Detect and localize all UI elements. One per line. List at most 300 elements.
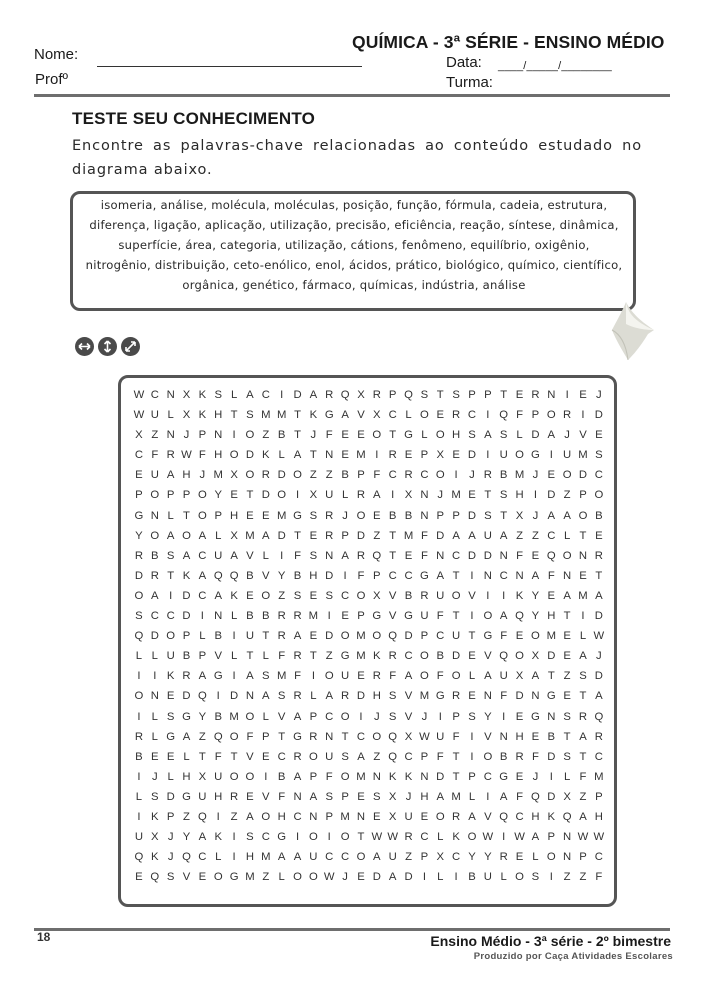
grid-letter[interactable]: P	[420, 851, 429, 864]
grid-letter[interactable]: O	[483, 610, 493, 623]
grid-letter[interactable]: N	[325, 730, 334, 743]
grid-letter[interactable]: S	[214, 389, 222, 401]
grid-letter[interactable]: O	[435, 469, 445, 482]
grid-letter[interactable]: A	[246, 389, 254, 401]
grid-letter[interactable]: M	[594, 770, 604, 783]
grid-letter[interactable]: V	[277, 710, 286, 723]
grid-letter[interactable]: F	[516, 790, 523, 803]
grid-letter[interactable]: T	[452, 770, 460, 783]
grid-letter[interactable]: K	[547, 810, 556, 823]
grid-letter[interactable]: K	[198, 409, 207, 422]
grid-letter[interactable]: N	[515, 569, 524, 582]
grid-letter[interactable]: O	[356, 851, 366, 864]
grid-letter[interactable]: A	[293, 630, 302, 643]
grid-letter[interactable]: E	[262, 509, 270, 522]
grid-letter[interactable]: S	[135, 610, 143, 623]
grid-letter[interactable]: R	[293, 650, 302, 663]
grid-letter[interactable]: A	[277, 851, 286, 864]
grid-letter[interactable]: N	[245, 690, 255, 703]
grid-letter[interactable]: Y	[214, 489, 222, 502]
grid-letter[interactable]: L	[151, 650, 158, 663]
grid-letter[interactable]: P	[166, 810, 175, 823]
grid-letter[interactable]: N	[150, 509, 159, 522]
grid-letter[interactable]: K	[182, 569, 191, 582]
grid-letter[interactable]: D	[277, 469, 286, 482]
grid-letter[interactable]: N	[483, 690, 492, 703]
grid-letter[interactable]: P	[452, 509, 460, 522]
grid-letter[interactable]: Q	[134, 851, 144, 864]
grid-letter[interactable]: T	[278, 730, 286, 743]
grid-letter[interactable]: I	[216, 690, 220, 703]
grid-letter[interactable]: L	[421, 429, 428, 442]
grid-letter[interactable]: I	[391, 489, 395, 502]
grid-letter[interactable]: Q	[404, 389, 413, 401]
grid-letter[interactable]: L	[135, 650, 143, 663]
grid-letter[interactable]: L	[516, 429, 523, 442]
grid-letter[interactable]: K	[151, 851, 159, 864]
grid-letter[interactable]: G	[166, 730, 176, 743]
grid-letter[interactable]: P	[420, 449, 429, 462]
grid-letter[interactable]: S	[499, 489, 508, 502]
grid-letter[interactable]: R	[499, 851, 508, 864]
grid-letter[interactable]: A	[595, 690, 603, 703]
grid-letter[interactable]: O	[515, 650, 524, 663]
grid-letter[interactable]: K	[404, 770, 413, 783]
grid-letter[interactable]: A	[436, 790, 445, 803]
grid-letter[interactable]: R	[483, 469, 492, 482]
grid-letter[interactable]: D	[134, 569, 144, 582]
grid-letter[interactable]: J	[469, 469, 475, 482]
grid-letter[interactable]: B	[547, 730, 556, 743]
grid-letter[interactable]: A	[341, 409, 349, 422]
grid-letter[interactable]: I	[137, 810, 141, 823]
grid-letter[interactable]: A	[547, 509, 556, 522]
grid-letter[interactable]: D	[547, 650, 556, 663]
grid-letter[interactable]: R	[182, 670, 191, 683]
grid-letter[interactable]: U	[245, 630, 255, 643]
grid-letter[interactable]: S	[325, 589, 334, 602]
grid-letter[interactable]: C	[293, 810, 302, 823]
grid-letter[interactable]: E	[531, 730, 540, 743]
grid-letter[interactable]: L	[405, 409, 412, 422]
grid-letter[interactable]: Q	[213, 569, 223, 582]
grid-letter[interactable]: T	[389, 549, 397, 562]
grid-letter[interactable]: F	[516, 549, 523, 562]
grid-letter[interactable]: M	[261, 409, 271, 422]
grid-letter[interactable]: R	[277, 630, 286, 643]
grid-letter[interactable]: L	[167, 409, 174, 422]
grid-letter[interactable]: F	[436, 610, 444, 623]
grid-letter[interactable]: C	[388, 569, 397, 582]
grid-letter[interactable]: L	[199, 630, 206, 643]
grid-letter[interactable]: R	[325, 389, 334, 401]
grid-letter[interactable]: P	[325, 810, 334, 823]
grid-letter[interactable]: E	[341, 610, 349, 623]
grid-letter[interactable]: N	[166, 429, 175, 442]
grid-letter[interactable]: A	[436, 569, 445, 582]
grid-letter[interactable]: T	[389, 429, 397, 442]
grid-letter[interactable]: M	[451, 790, 461, 803]
grid-letter[interactable]: X	[135, 429, 143, 442]
grid-letter[interactable]: E	[595, 529, 603, 542]
grid-letter[interactable]: O	[435, 810, 445, 823]
grid-letter[interactable]: A	[388, 871, 397, 884]
grid-letter[interactable]: R	[134, 730, 144, 743]
grid-letter[interactable]: M	[546, 630, 556, 643]
grid-letter[interactable]: X	[388, 790, 397, 803]
grid-letter[interactable]: E	[373, 810, 381, 823]
grid-letter[interactable]: E	[198, 871, 207, 884]
grid-letter[interactable]: N	[420, 509, 429, 522]
grid-letter[interactable]: P	[547, 831, 556, 844]
grid-letter[interactable]: N	[531, 690, 540, 703]
grid-letter[interactable]: A	[293, 851, 302, 864]
grid-letter[interactable]: R	[594, 549, 603, 562]
grid-letter[interactable]: H	[515, 730, 524, 743]
grid-letter[interactable]: C	[341, 589, 350, 602]
grid-letter[interactable]: R	[578, 710, 588, 723]
grid-letter[interactable]: J	[421, 710, 428, 723]
grid-letter[interactable]: M	[229, 710, 239, 723]
grid-letter[interactable]: B	[341, 469, 349, 482]
grid-letter[interactable]: R	[388, 650, 397, 663]
grid-letter[interactable]: H	[547, 610, 556, 623]
grid-letter[interactable]: S	[246, 831, 254, 844]
grid-letter[interactable]: O	[166, 630, 176, 643]
grid-letter[interactable]: N	[420, 770, 429, 783]
grid-letter[interactable]: P	[420, 630, 429, 643]
grid-letter[interactable]: U	[499, 670, 508, 683]
grid-letter[interactable]: I	[486, 449, 490, 462]
grid-letter[interactable]: J	[532, 509, 539, 522]
grid-letter[interactable]: Q	[372, 549, 382, 562]
grid-letter[interactable]: O	[531, 630, 540, 643]
grid-letter[interactable]: C	[325, 710, 334, 723]
grid-letter[interactable]: E	[341, 449, 349, 462]
grid-letter[interactable]: R	[325, 509, 334, 522]
grid-letter[interactable]: B	[151, 549, 159, 562]
grid-letter[interactable]: R	[515, 750, 524, 763]
grid-letter[interactable]: Q	[388, 730, 398, 743]
grid-letter[interactable]: U	[483, 529, 492, 542]
grid-letter[interactable]: M	[356, 630, 366, 643]
grid-letter[interactable]: E	[468, 489, 476, 502]
grid-letter[interactable]: X	[531, 650, 540, 663]
grid-letter[interactable]: M	[276, 409, 287, 422]
grid-letter[interactable]: R	[150, 569, 159, 582]
grid-letter[interactable]: N	[372, 770, 381, 783]
grid-letter[interactable]: O	[261, 589, 271, 602]
nome-field[interactable]	[97, 66, 362, 67]
grid-letter[interactable]: W	[577, 831, 589, 844]
grid-letter[interactable]: K	[309, 409, 318, 422]
grid-letter[interactable]: A	[499, 529, 508, 542]
grid-letter[interactable]: Q	[388, 750, 398, 763]
grid-letter[interactable]: I	[438, 710, 442, 723]
grid-letter[interactable]: M	[419, 690, 430, 703]
grid-letter[interactable]: E	[531, 549, 540, 562]
grid-letter[interactable]: S	[388, 710, 397, 723]
grid-letter[interactable]: G	[182, 710, 191, 723]
grid-letter[interactable]: C	[420, 469, 429, 482]
grid-letter[interactable]: L	[437, 871, 444, 884]
grid-letter[interactable]: J	[151, 770, 158, 783]
grid-letter[interactable]: Y	[135, 529, 143, 542]
grid-letter[interactable]: D	[594, 670, 603, 683]
grid-letter[interactable]: D	[436, 529, 445, 542]
grid-letter[interactable]: S	[293, 589, 302, 602]
grid-letter[interactable]: S	[166, 549, 175, 562]
grid-letter[interactable]: V	[484, 730, 492, 743]
grid-letter[interactable]: T	[309, 449, 317, 462]
grid-letter[interactable]: Q	[499, 810, 509, 823]
grid-letter[interactable]: R	[309, 730, 318, 743]
grid-letter[interactable]: T	[230, 409, 238, 422]
grid-letter[interactable]: Z	[516, 529, 523, 542]
grid-letter[interactable]: Z	[198, 730, 206, 743]
grid-letter[interactable]: O	[515, 871, 524, 884]
grid-letter[interactable]: Z	[373, 529, 381, 542]
grid-letter[interactable]: Z	[563, 489, 571, 502]
grid-letter[interactable]: O	[308, 831, 318, 844]
grid-letter[interactable]: A	[198, 529, 207, 542]
grid-letter[interactable]: L	[230, 650, 238, 663]
grid-letter[interactable]: A	[293, 710, 302, 723]
grid-letter[interactable]: I	[232, 831, 236, 844]
grid-letter[interactable]: U	[420, 610, 429, 623]
grid-letter[interactable]: F	[500, 690, 508, 703]
grid-letter[interactable]: R	[134, 549, 144, 562]
grid-letter[interactable]: G	[499, 770, 509, 783]
grid-letter[interactable]: V	[262, 569, 270, 582]
grid-letter[interactable]: U	[563, 449, 572, 462]
grid-letter[interactable]: O	[308, 750, 318, 763]
grid-letter[interactable]: Q	[594, 710, 604, 723]
grid-letter[interactable]: G	[483, 630, 493, 643]
grid-letter[interactable]: X	[404, 730, 413, 743]
grid-letter[interactable]: E	[151, 750, 159, 763]
grid-letter[interactable]: R	[563, 409, 572, 422]
grid-letter[interactable]: N	[293, 790, 302, 803]
grid-letter[interactable]: E	[563, 630, 571, 643]
grid-letter[interactable]: K	[198, 389, 207, 401]
grid-letter[interactable]: L	[215, 529, 222, 542]
grid-letter[interactable]: K	[373, 650, 381, 663]
grid-letter[interactable]: A	[468, 810, 476, 823]
grid-letter[interactable]: V	[357, 409, 365, 422]
grid-letter[interactable]: P	[198, 650, 207, 663]
grid-letter[interactable]: A	[309, 389, 318, 401]
grid-letter[interactable]: J	[405, 790, 412, 803]
grid-letter[interactable]: B	[468, 871, 476, 884]
grid-letter[interactable]: E	[515, 630, 524, 643]
grid-letter[interactable]: S	[420, 389, 429, 401]
grid-letter[interactable]: O	[293, 469, 302, 482]
grid-letter[interactable]: T	[500, 389, 508, 401]
grid-letter[interactable]: O	[372, 630, 382, 643]
grid-letter[interactable]: I	[295, 831, 300, 844]
grid-letter[interactable]: N	[563, 851, 572, 864]
grid-letter[interactable]: F	[214, 750, 222, 763]
grid-letter[interactable]: F	[436, 750, 444, 763]
grid-letter[interactable]: P	[341, 790, 349, 803]
grid-letter[interactable]: H	[182, 770, 191, 783]
grid-letter[interactable]: E	[357, 871, 365, 884]
grid-letter[interactable]: P	[135, 489, 143, 502]
grid-letter[interactable]: X	[182, 389, 191, 401]
grid-letter[interactable]: F	[595, 871, 603, 884]
grid-letter[interactable]: O	[515, 449, 524, 462]
grid-letter[interactable]: R	[293, 690, 302, 703]
grid-letter[interactable]: P	[166, 489, 175, 502]
grid-letter[interactable]: R	[420, 589, 429, 602]
grid-letter[interactable]: Q	[134, 630, 144, 643]
grid-letter[interactable]: O	[229, 449, 239, 462]
grid-letter[interactable]: U	[150, 409, 159, 422]
grid-letter[interactable]: F	[436, 670, 444, 683]
grid-letter[interactable]: D	[245, 449, 255, 462]
grid-letter[interactable]: M	[451, 489, 461, 502]
grid-letter[interactable]: S	[166, 710, 175, 723]
grid-letter[interactable]: P	[357, 610, 365, 623]
grid-letter[interactable]: T	[579, 750, 587, 763]
grid-letter[interactable]: Q	[182, 851, 191, 864]
grid-letter[interactable]: C	[150, 610, 159, 623]
grid-letter[interactable]: S	[468, 429, 476, 442]
grid-letter[interactable]: W	[371, 831, 383, 844]
grid-letter[interactable]: Z	[230, 810, 238, 823]
grid-letter[interactable]: I	[200, 610, 204, 623]
grid-letter[interactable]: A	[309, 790, 318, 803]
grid-letter[interactable]: F	[420, 549, 428, 562]
grid-letter[interactable]: D	[594, 610, 603, 623]
grid-letter[interactable]: S	[484, 509, 492, 522]
grid-letter[interactable]: U	[309, 851, 318, 864]
grid-letter[interactable]: F	[357, 569, 365, 582]
grid-letter[interactable]: A	[484, 670, 492, 683]
grid-letter[interactable]: A	[151, 589, 159, 602]
grid-letter[interactable]: D	[230, 690, 239, 703]
grid-letter[interactable]: S	[166, 871, 175, 884]
grid-letter[interactable]: F	[246, 730, 254, 743]
grid-letter[interactable]: L	[532, 851, 539, 864]
grid-letter[interactable]: S	[563, 750, 571, 763]
grid-letter[interactable]: D	[261, 489, 270, 502]
grid-letter[interactable]: A	[230, 549, 238, 562]
grid-letter[interactable]: C	[356, 730, 366, 743]
grid-letter[interactable]: C	[341, 851, 350, 864]
grid-letter[interactable]: S	[563, 710, 571, 723]
grid-letter[interactable]: V	[404, 690, 413, 703]
grid-letter[interactable]: Z	[309, 469, 317, 482]
grid-letter[interactable]: G	[277, 831, 287, 844]
grid-letter[interactable]: D	[436, 770, 445, 783]
grid-letter[interactable]: E	[563, 650, 571, 663]
grid-letter[interactable]: E	[436, 409, 445, 422]
grid-letter[interactable]: Z	[373, 750, 381, 763]
grid-letter[interactable]: C	[420, 831, 429, 844]
grid-letter[interactable]: M	[403, 529, 414, 542]
grid-letter[interactable]: E	[246, 790, 254, 803]
grid-letter[interactable]: J	[437, 489, 444, 502]
grid-letter[interactable]: J	[596, 389, 602, 401]
grid-letter[interactable]: G	[531, 710, 540, 723]
grid-letter[interactable]: J	[310, 429, 317, 442]
grid-letter[interactable]: Q	[499, 409, 509, 422]
grid-letter[interactable]: P	[373, 569, 381, 582]
grid-letter[interactable]: C	[277, 750, 286, 763]
grid-letter[interactable]: P	[531, 409, 540, 422]
grid-letter[interactable]: A	[246, 810, 254, 823]
grid-letter[interactable]: Z	[531, 529, 539, 542]
grid-letter[interactable]: U	[341, 670, 350, 683]
grid-letter[interactable]: M	[245, 871, 255, 884]
grid-letter[interactable]: E	[246, 509, 254, 522]
grid-letter[interactable]: A	[166, 529, 175, 542]
grid-letter[interactable]: O	[245, 469, 255, 482]
grid-letter[interactable]: T	[246, 650, 254, 663]
grid-letter[interactable]: H	[214, 409, 223, 422]
grid-letter[interactable]: G	[546, 690, 556, 703]
grid-letter[interactable]: I	[470, 569, 474, 582]
grid-letter[interactable]: D	[277, 529, 286, 542]
grid-letter[interactable]: I	[232, 630, 236, 643]
grid-letter[interactable]: R	[372, 670, 381, 683]
grid-letter[interactable]: I	[232, 429, 236, 442]
grid-letter[interactable]: W	[133, 389, 145, 401]
grid-letter[interactable]: W	[323, 871, 335, 884]
grid-letter[interactable]: B	[277, 429, 286, 442]
grid-letter[interactable]: D	[293, 389, 302, 401]
grid-letter[interactable]: J	[596, 650, 602, 663]
grid-letter[interactable]: N	[214, 610, 223, 623]
grid-letter[interactable]: D	[372, 871, 381, 884]
grid-letter[interactable]: Z	[563, 670, 571, 683]
grid-letter[interactable]: Z	[579, 790, 587, 803]
grid-letter[interactable]: I	[470, 750, 474, 763]
grid-letter[interactable]: U	[483, 871, 492, 884]
grid-letter[interactable]: W	[593, 831, 605, 844]
grid-letter[interactable]: D	[547, 790, 556, 803]
grid-letter[interactable]: O	[324, 670, 334, 683]
grid-letter[interactable]: L	[310, 690, 317, 703]
grid-letter[interactable]: R	[372, 389, 381, 401]
grid-letter[interactable]: F	[151, 449, 159, 462]
grid-letter[interactable]: D	[404, 630, 413, 643]
grid-letter[interactable]: O	[245, 770, 255, 783]
grid-letter[interactable]: I	[470, 610, 474, 623]
grid-letter[interactable]: O	[229, 730, 239, 743]
grid-letter[interactable]: O	[134, 690, 144, 703]
grid-letter[interactable]: M	[356, 650, 366, 663]
grid-letter[interactable]: G	[324, 409, 334, 422]
grid-letter[interactable]: C	[150, 389, 159, 401]
grid-letter[interactable]: O	[197, 509, 207, 522]
grid-letter[interactable]: A	[499, 610, 508, 623]
grid-letter[interactable]: O	[134, 589, 144, 602]
grid-letter[interactable]: C	[261, 831, 270, 844]
grid-letter[interactable]: I	[502, 710, 506, 723]
grid-letter[interactable]: Y	[531, 610, 540, 623]
grid-letter[interactable]: C	[198, 589, 207, 602]
grid-letter[interactable]: X	[436, 851, 445, 864]
grid-letter[interactable]: A	[262, 529, 270, 542]
grid-letter[interactable]: I	[153, 670, 157, 683]
grid-letter[interactable]: A	[373, 489, 381, 502]
grid-letter[interactable]: H	[372, 690, 381, 703]
grid-letter[interactable]: R	[277, 610, 286, 623]
grid-letter[interactable]: N	[325, 449, 334, 462]
